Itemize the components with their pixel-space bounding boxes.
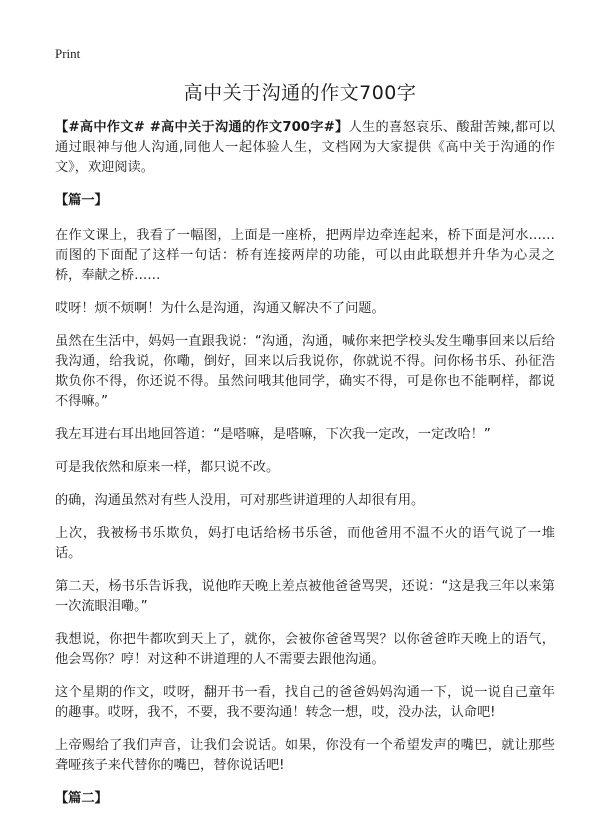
page-title: 高中关于沟通的作文700字 <box>183 82 417 104</box>
print-link[interactable]: Print <box>55 46 81 61</box>
paragraph: 在作文课上，我看了一幅图，上面是一座桥，把两岸边牵连起来，桥下面是河水……而图的下面配了这样一句话：桥有连接两岸的功能，可以由此联想并升华为心灵之桥，奉献之桥…… <box>55 228 555 283</box>
paragraph: 的确，沟通虽然对有些人没用，可对那些讲道理的人却很有用。 <box>55 493 425 508</box>
paragraph: 我左耳进右耳出地回答道：“是嗒嘛，是嗒嘛，下次我一定改，一定改哈！” <box>55 427 491 442</box>
paragraph: 第二天，杨书乐告诉我，说他昨天晚上差点被他爸爸骂哭，还说：“这是我三年以来第一次流眼泪嘞。” <box>55 579 555 614</box>
paragraph: 上次，我被杨书乐欺负，妈打电话给杨书乐爸，而他爸用不温不火的语气说了一堆话。 <box>55 526 555 561</box>
intro-paragraph <box>55 118 555 178</box>
paragraph: 可是我依然和原来一样，都只说不改。 <box>55 460 280 475</box>
section-heading-2: 【篇二】 <box>55 791 108 806</box>
article-body <box>55 118 555 824</box>
paragraph: 虽然在生活中，妈妈一直跟我说：“沟通，沟通，喊你来把学校头发生嘞事回来以后给我沟通，给我说，你嘞，倒好，回来以后我说你，你就说不得。问你杨书乐、孙征浩欺负你不得，你还说不得。虽然问哦其他同学，确实不得，可是你也不能啊样，都说不得嘛。” <box>55 334 555 409</box>
section-heading-1: 【篇一】 <box>55 193 108 208</box>
intro-tag: 【#高中作文# #高中关于沟通的作文700字#】 <box>55 120 349 135</box>
paragraph: 这个星期的作文，哎呀，翻开书一看，找自己的爸爸妈妈沟通一下，说一说自己童年的趣事。哎呀，我不，不要，我不要沟通！转念一想，哎，没办法，认命吧! <box>55 685 555 720</box>
paragraph: 上帝赐给了我们声音，让我们会说话。如果，你没有一个希望发声的嘴巴，就让那些聋哑孩子来代替你的嘴巴，替你说话吧! <box>55 738 555 773</box>
intro-text: 人生的喜怒哀乐、酸甜苦辣,都可以通过眼神与他人沟通,同他人一起体验人生，文档网为大家提供《高中关于沟通的作文》，欢迎阅读。 <box>55 120 555 175</box>
paragraph: 我想说，你把牛都吹到天上了，就你，会被你爸爸骂哭？以你爸爸昨天晚上的语气，他会骂你？哼！对这种不讲道理的人不需要去跟他沟通。 <box>55 632 555 667</box>
paragraph: 哎呀！烦不烦啊！为什么是沟通，沟通又解决不了问题。 <box>55 301 385 316</box>
